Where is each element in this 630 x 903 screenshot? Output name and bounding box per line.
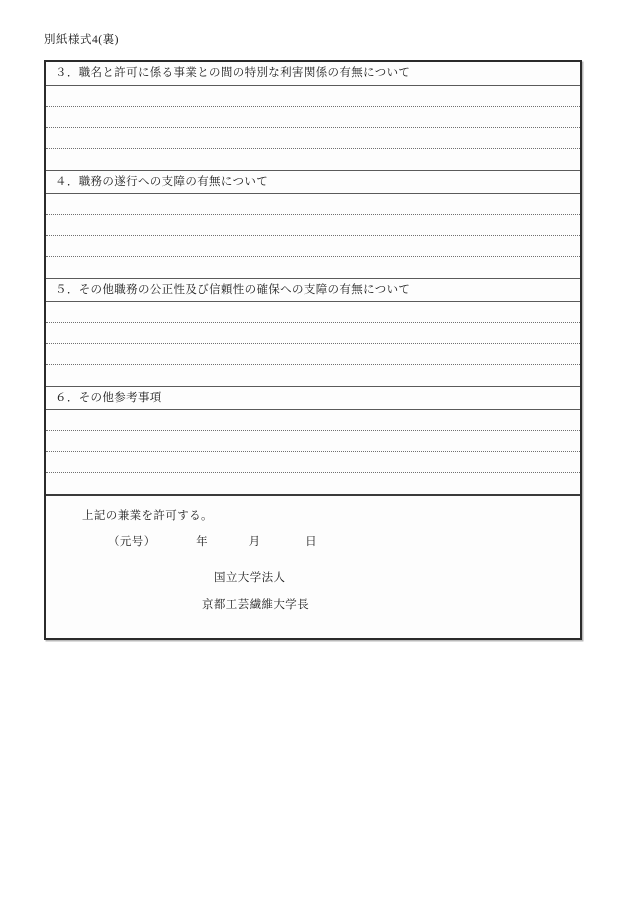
write-row[interactable] — [46, 236, 580, 257]
permission-form-table — [44, 60, 582, 640]
section-header-6: ６．その他参考事項 — [46, 386, 580, 410]
write-row[interactable] — [46, 473, 580, 494]
write-row[interactable] — [46, 344, 580, 365]
write-row[interactable] — [46, 410, 580, 431]
write-row[interactable] — [46, 128, 580, 149]
issuing-organization: 国立大学法人 — [214, 572, 286, 584]
year-label: 年 — [196, 536, 209, 548]
write-row[interactable] — [46, 302, 580, 323]
write-row[interactable] — [46, 107, 580, 128]
day-label: 日 — [305, 536, 318, 548]
section-body-3 — [46, 86, 580, 170]
write-row[interactable] — [46, 257, 580, 278]
write-row[interactable] — [46, 365, 580, 386]
write-row[interactable] — [46, 149, 580, 170]
approval-statement: 上記の兼業を許可する。 — [82, 510, 213, 522]
month-label: 月 — [248, 536, 261, 548]
write-row[interactable] — [46, 215, 580, 236]
section-header-4: ４．職務の遂行への支障の有無について — [46, 170, 580, 194]
section-header-3: ３．職名と許可に係る事業との間の特別な利害関係の有無について — [46, 62, 580, 86]
write-row[interactable] — [46, 323, 580, 344]
approval-date-line — [108, 533, 317, 549]
write-row[interactable] — [46, 452, 580, 473]
issuing-president-title: 京都工芸繊維大学長 — [202, 599, 310, 611]
form-label: 別紙様式4(裏) — [44, 34, 119, 46]
write-row[interactable] — [46, 194, 580, 215]
section-body-4 — [46, 194, 580, 278]
section-header-5: ５．その他職務の公正性及び信頼性の確保への支障の有無について — [46, 278, 580, 302]
section-body-6 — [46, 410, 580, 494]
write-row[interactable] — [46, 431, 580, 452]
write-row[interactable] — [46, 86, 580, 107]
approval-block — [46, 494, 580, 638]
section-body-5 — [46, 302, 580, 386]
era-label: （元号） — [108, 536, 156, 548]
